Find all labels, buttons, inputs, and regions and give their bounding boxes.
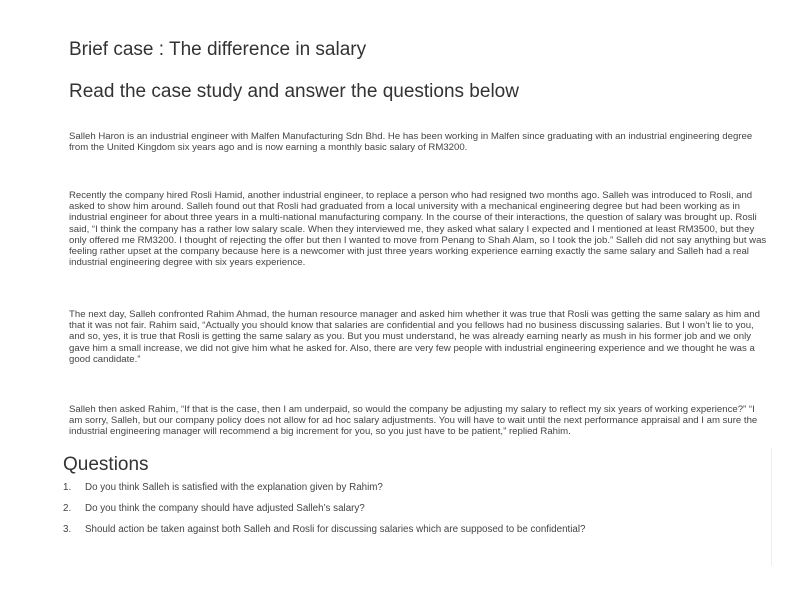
case-paragraph-1: Salleh Haron is an industrial engineer with Malfen Manufacturing Sdn Bhd. He has been working in Malfen since graduating with an industrial engineering degree from the United Kingdom six years ago and is now earning a monthly basic salary of RM3200.	[69, 131, 753, 154]
question-item	[63, 524, 586, 545]
question-text: Do you think Salleh is satisfied with the explanation given by Rahim?	[85, 482, 383, 493]
question-number: 1.	[63, 482, 72, 493]
question-text: Do you think the company should have adjusted Salleh’s salary?	[85, 503, 365, 514]
page-title: Brief case : The difference in salary	[69, 39, 367, 60]
question-text: Should action be taken against both Salleh and Rosli for discussing salaries which are supposed to be confidential?	[85, 524, 586, 535]
question-number: 3.	[63, 524, 72, 535]
case-paragraph-3: The next day, Salleh confronted Rahim Ahmad, the human resource manager and asked him whether it was true that Rosli was getting the same salary as him and that it was not fair. Rahim said, “Actually you should know that salaries are confidential and you fellows had no business discussing salaries. But I won’t lie to you, and so, yes, it is true that Rosli is getting the same salary as you. But you must understand, he was already earning nearly as mush in his former job and we only gave him a small increase, we did not give him what he asked for. Also, there are very few people with industrial engineering experience and we thought he was a good candidate.”	[69, 309, 760, 365]
question-number: 2.	[63, 503, 72, 514]
questions-heading: Questions	[63, 454, 149, 475]
case-paragraph-2: Recently the company hired Rosli Hamid, another industrial engineer, to replace a person who had resigned two months ago. Salleh was introduced to Rosli, and asked to show him around. Salleh found out that Rosli had graduated from a local university with a mechanical engineering degree but had been working as in industrial engineer for about three years in a multi-national manufacturing company. In the course of their interactions, the question of salary was brought up. Rosli said, “I think the company has a rather low salary scale. When they interviewed me, they asked what salary I expected and I mentioned at least RM3500, but they only offered me RM3200. I thought of rejecting the offer but then I wanted to move from Penang to Shah Alam, so I took the job.” Salleh did not say anything but was feeling rather upset at the company because here is a newcomer with just three years working experience earning exactly the same salary and Salleh had a real industrial engineering degree with six years experience.	[69, 190, 767, 269]
case-paragraph-4: Salleh then asked Rahim, “If that is the case, then I am underpaid, so would the company be adjusting my salary to reflect my six years of working experience?” “I am sorry, Salleh, but our company policy does not allow for ad hoc salary adjustments. You will have to wait until the next performance appraisal and I am sure the industrial engineering manager will recommend a big increment for you, so you just have to be patient,” replied Rahim.	[69, 404, 758, 438]
question-item	[63, 482, 586, 503]
questions-list	[63, 482, 586, 545]
page-edge-divider	[771, 448, 772, 566]
question-item	[63, 503, 586, 524]
page-subtitle: Read the case study and answer the questions below	[69, 81, 519, 102]
